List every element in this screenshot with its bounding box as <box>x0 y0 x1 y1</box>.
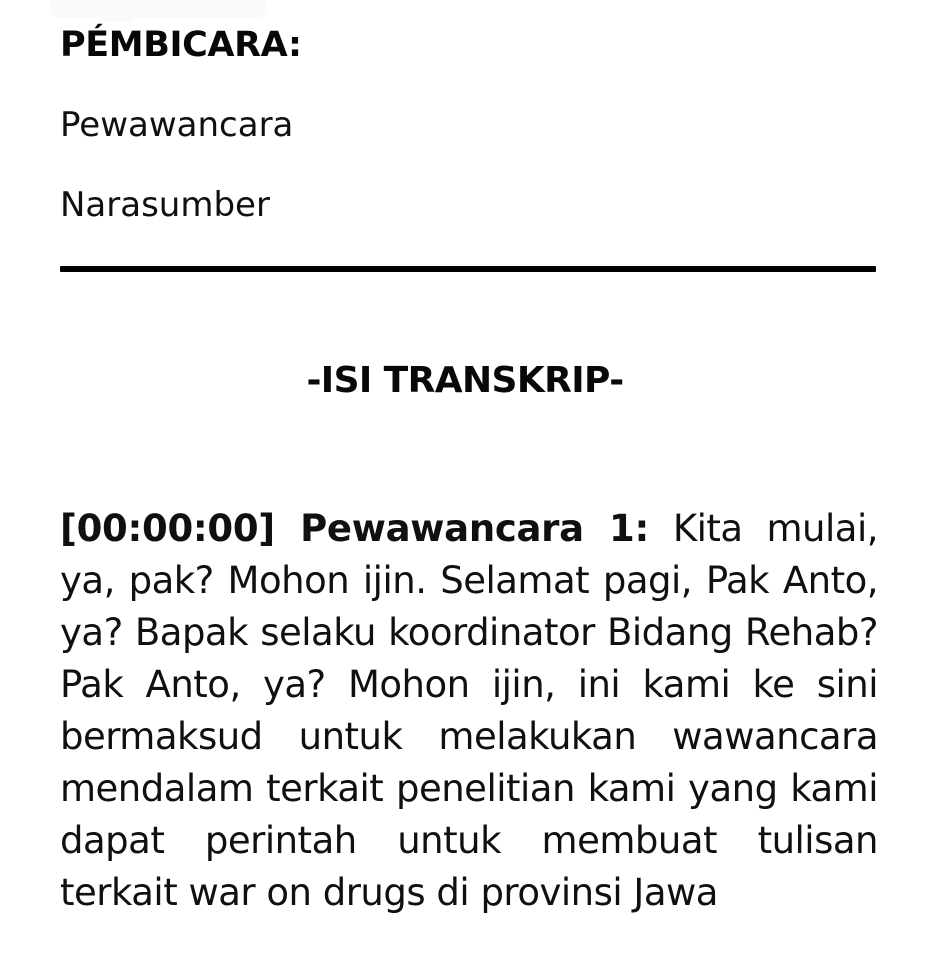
section-title-isi-transkrip: -ISI TRANSKRIP- <box>306 360 624 401</box>
transcript-entry-text: Kita mulai, ya, pak? Mohon ijin. Selamat pagi, Pak Anto, ya? Bapak selaku koordinator Bidang Rehab? Pak Anto, ya? Mohon ijin, ini kami ke sini bermaksud untuk melakukan wawancara mendalam terkait penelitian kami yang kami dapat perintah untuk membuat tulisan terkait war on drugs di provinsi Jawa <box>60 507 879 914</box>
speakers-section <box>60 0 878 226</box>
speakers-heading: PÉMBICARA: <box>60 25 302 65</box>
transcript-body <box>60 503 878 919</box>
horizontal-divider <box>60 266 876 272</box>
speaker-item-source: Narasumber <box>60 185 270 225</box>
transcript-entry <box>60 503 878 919</box>
speaker-item-interviewer: Pewawancara <box>60 105 294 145</box>
transcript-speaker-tag: [00:00:00] Pewawancara 1: <box>60 507 649 550</box>
